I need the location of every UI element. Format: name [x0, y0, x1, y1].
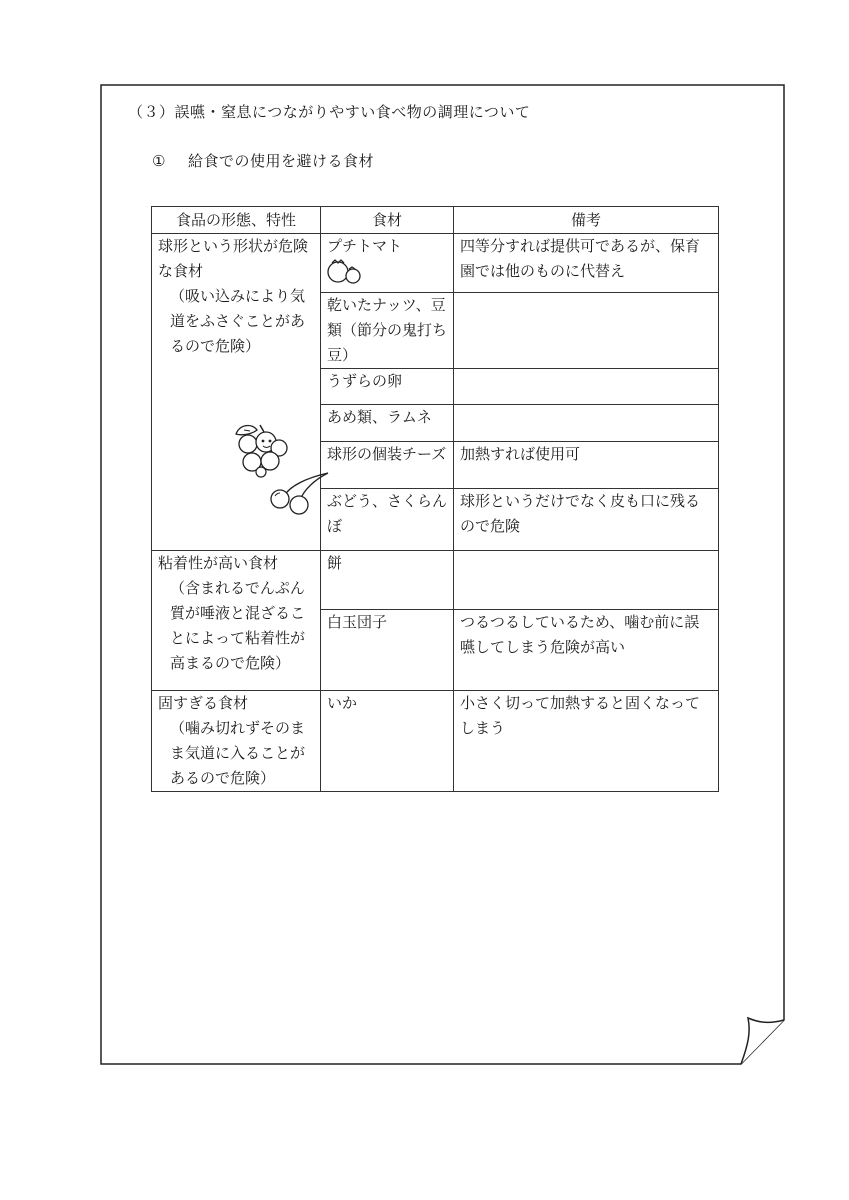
note-cell: [454, 405, 719, 442]
header-form: 食品の形態、特性: [152, 207, 321, 234]
table-row: [152, 234, 719, 293]
table-row: [152, 551, 719, 610]
note-cell: 四等分すれば提供可であるが、保育園では他のものに代替え: [454, 234, 719, 293]
note-cell: 小さく切って加熱すると固くなってしまう: [454, 691, 719, 792]
table-row: [152, 691, 719, 792]
food-cell: うずらの卵: [321, 369, 454, 405]
category-title: 粘着性が高い食材: [158, 554, 279, 572]
food-cell: いか: [321, 691, 454, 792]
food-cell: 餅: [321, 551, 454, 610]
food-cell: あめ類、ラムネ: [321, 405, 454, 442]
category-title: 固すぎる食材: [158, 694, 249, 712]
category-description: （噛み切れずそのまま気道に入ることがあるので危険）: [170, 719, 306, 787]
section-heading: （３）誤嚥・窒息につながりやすい食べ物の調理について: [128, 103, 531, 121]
header-food: 食材: [321, 207, 454, 234]
category-cell: [152, 234, 321, 551]
category-cell: [152, 691, 321, 792]
category-cell: [152, 551, 321, 691]
table-header-row: [152, 207, 719, 234]
note-cell: 加熱すれば使用可: [454, 442, 719, 489]
food-cell: ぶどう、さくらんぼ: [321, 489, 454, 551]
category-description: （含まれるでんぷん質が唾液と混ざることによって粘着性が高まるので危険）: [170, 579, 306, 672]
foods-table: [151, 206, 719, 792]
food-cell: プチトマト: [321, 234, 454, 293]
note-cell: [454, 551, 719, 610]
note-cell: [454, 369, 719, 405]
note-cell: つるつるしているため、噛む前に誤嚥してしまう危険が高い: [454, 610, 719, 691]
note-cell: 球形というだけでなく皮も口に残るので危険: [454, 489, 719, 551]
category-description: （吸い込みにより気道をふさぐことがあるので危険）: [170, 287, 306, 355]
sub-heading: [152, 150, 374, 171]
note-cell: [454, 293, 719, 369]
sub-heading-number: ①: [152, 152, 166, 170]
food-cell: 球形の個装チーズ: [321, 442, 454, 489]
header-note: 備考: [454, 207, 719, 234]
food-cell: 白玉団子: [321, 610, 454, 691]
category-title: 球形という形状が危険な食材: [158, 237, 309, 280]
sub-heading-text: 給食での使用を避ける食材: [188, 152, 375, 170]
food-cell: 乾いたナッツ、豆類（節分の鬼打ち豆）: [321, 293, 454, 369]
